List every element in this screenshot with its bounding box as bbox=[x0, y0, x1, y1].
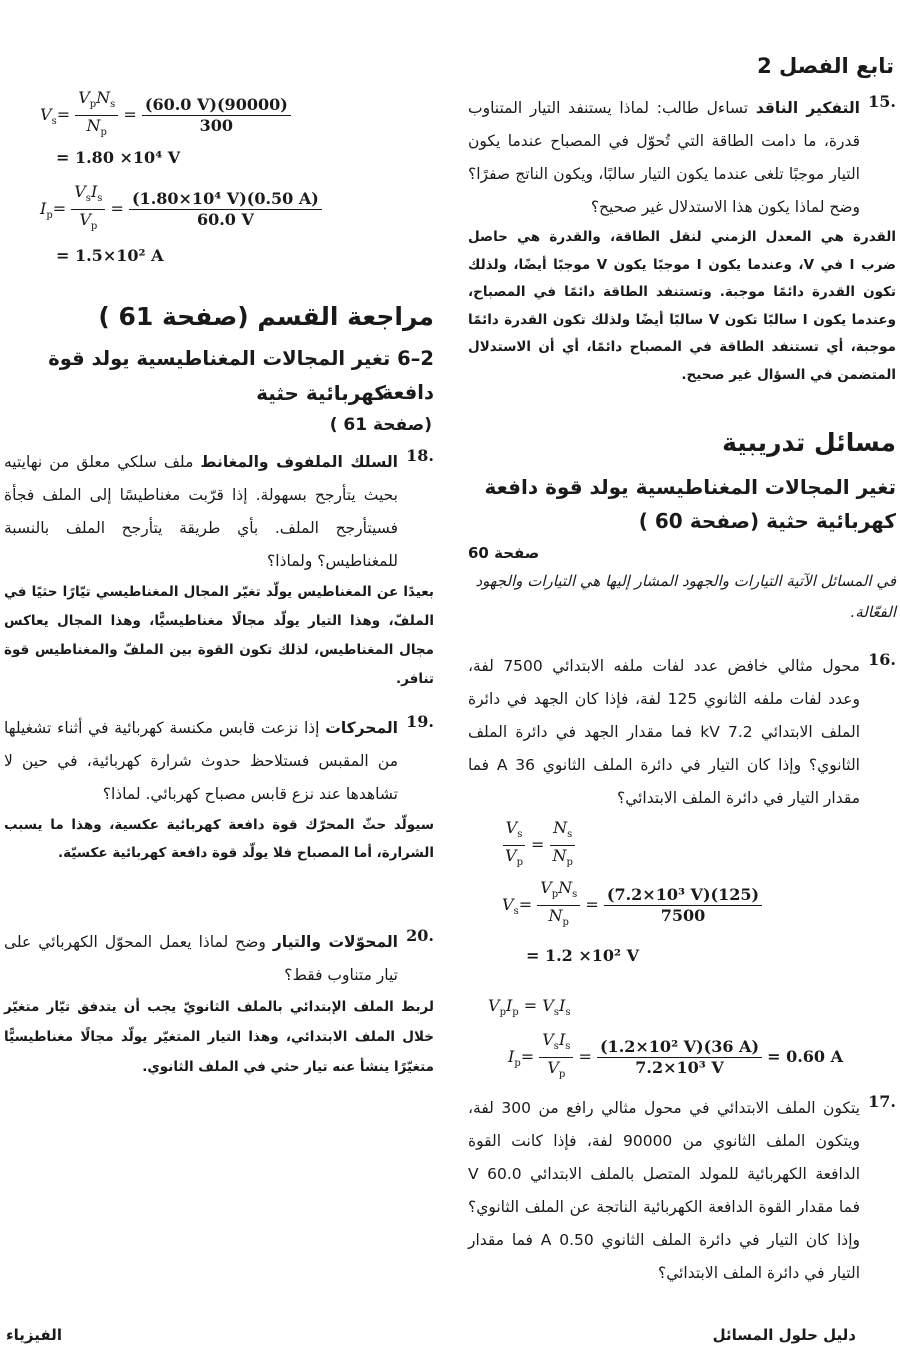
problem-19 bbox=[4, 712, 434, 867]
equation-vs: $V_s=$ $\frac{V_pN_s}{N_p}$ = $\frac{\text{(7.2×10³ V)(125)}}{7500}$ bbox=[502, 878, 762, 933]
footer-book-title: دليل حلول المسائل bbox=[712, 1326, 856, 1344]
problem-answer: بعيدًا عن المغناطيس يولّد تغيّر المجال المغناطيسي تيّارًا حثيًا في الملفّ، وهذا التيار يولّد مجالًا مغناطيسيًّا، وهذا المجال يعاكس مجال المغناطيس، لذلك تكون القوة بين الملفّ والمغناطيس قوة تنافر. bbox=[4, 584, 434, 687]
equation-turns-ratio: $\frac{V_s}{V_p}$ = $\frac{N_s}{N_p}$ bbox=[502, 818, 576, 873]
problem-text: السلك الملفوف والمغانط ملف سلكي معلق من نهايتيه بحيث يتأرجح بسهولة. إذا قرّبت مغناطيسًا إلى الملف فجأة فسيتأرجح الملف. بأي طريقة يتأرجح الملف بالنسبة للمغناطيس؟ ولماذا؟ bbox=[4, 453, 398, 570]
problem-text: المحوّلات والتيار وضح لماذا يعمل المحوّل الكهربائي على تيار متناوب فقط؟ bbox=[4, 933, 398, 984]
page-reference: صفحة 60 bbox=[468, 544, 540, 562]
review-subtitle-line1: 2–6 تغير المجالات المغناطيسية يولد قوة دافعة bbox=[48, 347, 434, 404]
problem-label: المحركات bbox=[325, 719, 398, 737]
problem-number: .20 bbox=[406, 926, 434, 945]
problem-text: المحركات إذا نزعت قابس مكنسة كهربائية في أثناء تشغيلها من المقبس فستلاحظ حدوث شرارة كهربائية، في حين لا تشاهدها عند نزع قابس مصباح كهربائي. لماذا؟ bbox=[4, 719, 398, 803]
equation-power-balance: $V_pI_p = V_sI_s$ bbox=[488, 996, 571, 1019]
problem-number: .18 bbox=[406, 446, 434, 465]
problem-label: المحوّلات والتيار bbox=[272, 933, 398, 951]
equation-ip-17: $I_p=$ $\frac{V_sI_s}{V_p}$ = $\frac{\text{(1.80×10⁴ V)(0.50 A)}}{60.0 V}$ bbox=[40, 182, 322, 237]
review-title: مراجعة القسم (صفحة 61 ) bbox=[98, 302, 434, 331]
problem-18 bbox=[4, 446, 434, 694]
practice-subtitle: تغير المجالات المغناطيسية يولد قوة دافعة كهربائية حثية (صفحة 60 ) bbox=[484, 475, 896, 533]
problem-text: محول مثالي خافض عدد لفات ملفه الابتدائي 7500 لفة، وعدد لفات ملفه الثانوي 125 لفة، فإذا كان الجهد في دائرة الملف الابتدائي 7.2 kV فما مقدار الجهد في دائرة الملف الثانوي؟ وإذا كان التيار في دائرة الملف الثانوي 36 A فما مقدار التيار في دائرة الملف الابتدائي؟ bbox=[468, 657, 861, 807]
equation-vs-result: = 1.2 ×10² V bbox=[526, 946, 640, 965]
review-subtitle-line2: كهربائية حثية bbox=[256, 381, 386, 405]
problem-label: التفكير الناقد bbox=[755, 99, 860, 117]
equation-vs-17: $V_s=$ $\frac{V_pN_s}{N_p}$ = $\frac{(60.0 V)(90000)}{300}$ bbox=[40, 88, 291, 143]
problem-number: .17 bbox=[868, 1092, 896, 1111]
problem-number: .15 bbox=[868, 92, 896, 111]
problem-number: .19 bbox=[406, 712, 434, 731]
problem-number: .16 bbox=[868, 650, 896, 669]
problem-17 bbox=[468, 1092, 896, 1290]
equation-vs-17-result: = 1.80 ×10⁴ V bbox=[56, 148, 181, 167]
equation-ip: $I_p=$ $\frac{V_sI_s}{V_p}$ = $\frac{\text{(1.2×10² V)(36 A)}}{\text{7.2×10³ V}}$ = 0.60 A bbox=[508, 1030, 844, 1081]
equation-ip-17-result: = 1.5×10² A bbox=[56, 246, 164, 265]
footer-subject: الفيزياء bbox=[6, 1326, 62, 1344]
practice-title: مسائل تدريبية bbox=[722, 428, 896, 457]
problem-text: التفكير الناقد تساءل طالب: لماذا يستنفد التيار المتناوب قدرة، ما دامت الطاقة التي تُحوّل في المصباح عندما يكون التيار موجبًا تلغى عندما يكون التيار سالبًا، ويكون الناتج صفرًا؟ وضح لماذا يكون هذا الاستدلال غير صحيح؟ bbox=[468, 99, 860, 216]
chapter-header: تابع الفصل 2 bbox=[757, 54, 894, 78]
problem-answer: القدرة هي المعدل الزمني لنقل الطاقة، والقدرة هي حاصل ضرب I في V، وعندما يكون I موجبًا يكون V موجبًا أيضًا، ولذلك تكون القدرة دائمًا موجبة. وتستنفد الطاقة دائمًا في المصباح، وعندما يكون I سالبًا تكون V سالبًا أيضًا ولذلك تكون القدرة دائمًا موجبة، أي تستنفد الطاقة في المصباح دائمًا، أي أن الاستدلال المتضمن في السؤال غير صحيح. bbox=[468, 229, 897, 383]
problem-20 bbox=[4, 926, 434, 1082]
problem-15 bbox=[468, 92, 896, 389]
problem-answer: سيولّد حثّ المحرّك قوة دافعة كهربائية عكسية، وهذا ما يسبب الشرارة، أما المصباح فلا يولّد قوة دافعة كهربائية عكسيّة. bbox=[4, 817, 434, 861]
problem-label: السلك الملفوف والمغانط bbox=[200, 453, 398, 471]
review-subtitle-line3: (صفحة 61 ) bbox=[329, 415, 432, 435]
problem-answer: لربط الملف الإبتدائي بالملف الثانويّ يجب أن يتدفق تيّار متغيّر خلال الملف الابتدائي، وهذا التيار المتغيّر يولّد مجالًا مغناطيسيًّا متغيّرًا ينشأ عنه تيار حثي في الملف الثانوي. bbox=[4, 999, 434, 1075]
problem-text: يتكون الملف الابتدائي في محول مثالي رافع من 300 لفة، ويتكون الملف الثانوي من 90000 لفة، فإذا كانت القوة الدافعة الكهربائية للمولد المتصل بالملف الابتدائي 60.0 V فما مقدار القوة الدافعة الكهربائية الناتجة عن الملف الثانوي؟ وإذا كان التيار في دائرة الملف الثانوي 0.50 A فما مقدار التيار في دائرة الملف الابتدائي؟ bbox=[468, 1099, 861, 1282]
problem-16 bbox=[468, 650, 896, 815]
practice-note: في المسائل الآتية التيارات والجهود المشار إليها هي التيارات والجهود الفعّالة. bbox=[475, 572, 896, 621]
